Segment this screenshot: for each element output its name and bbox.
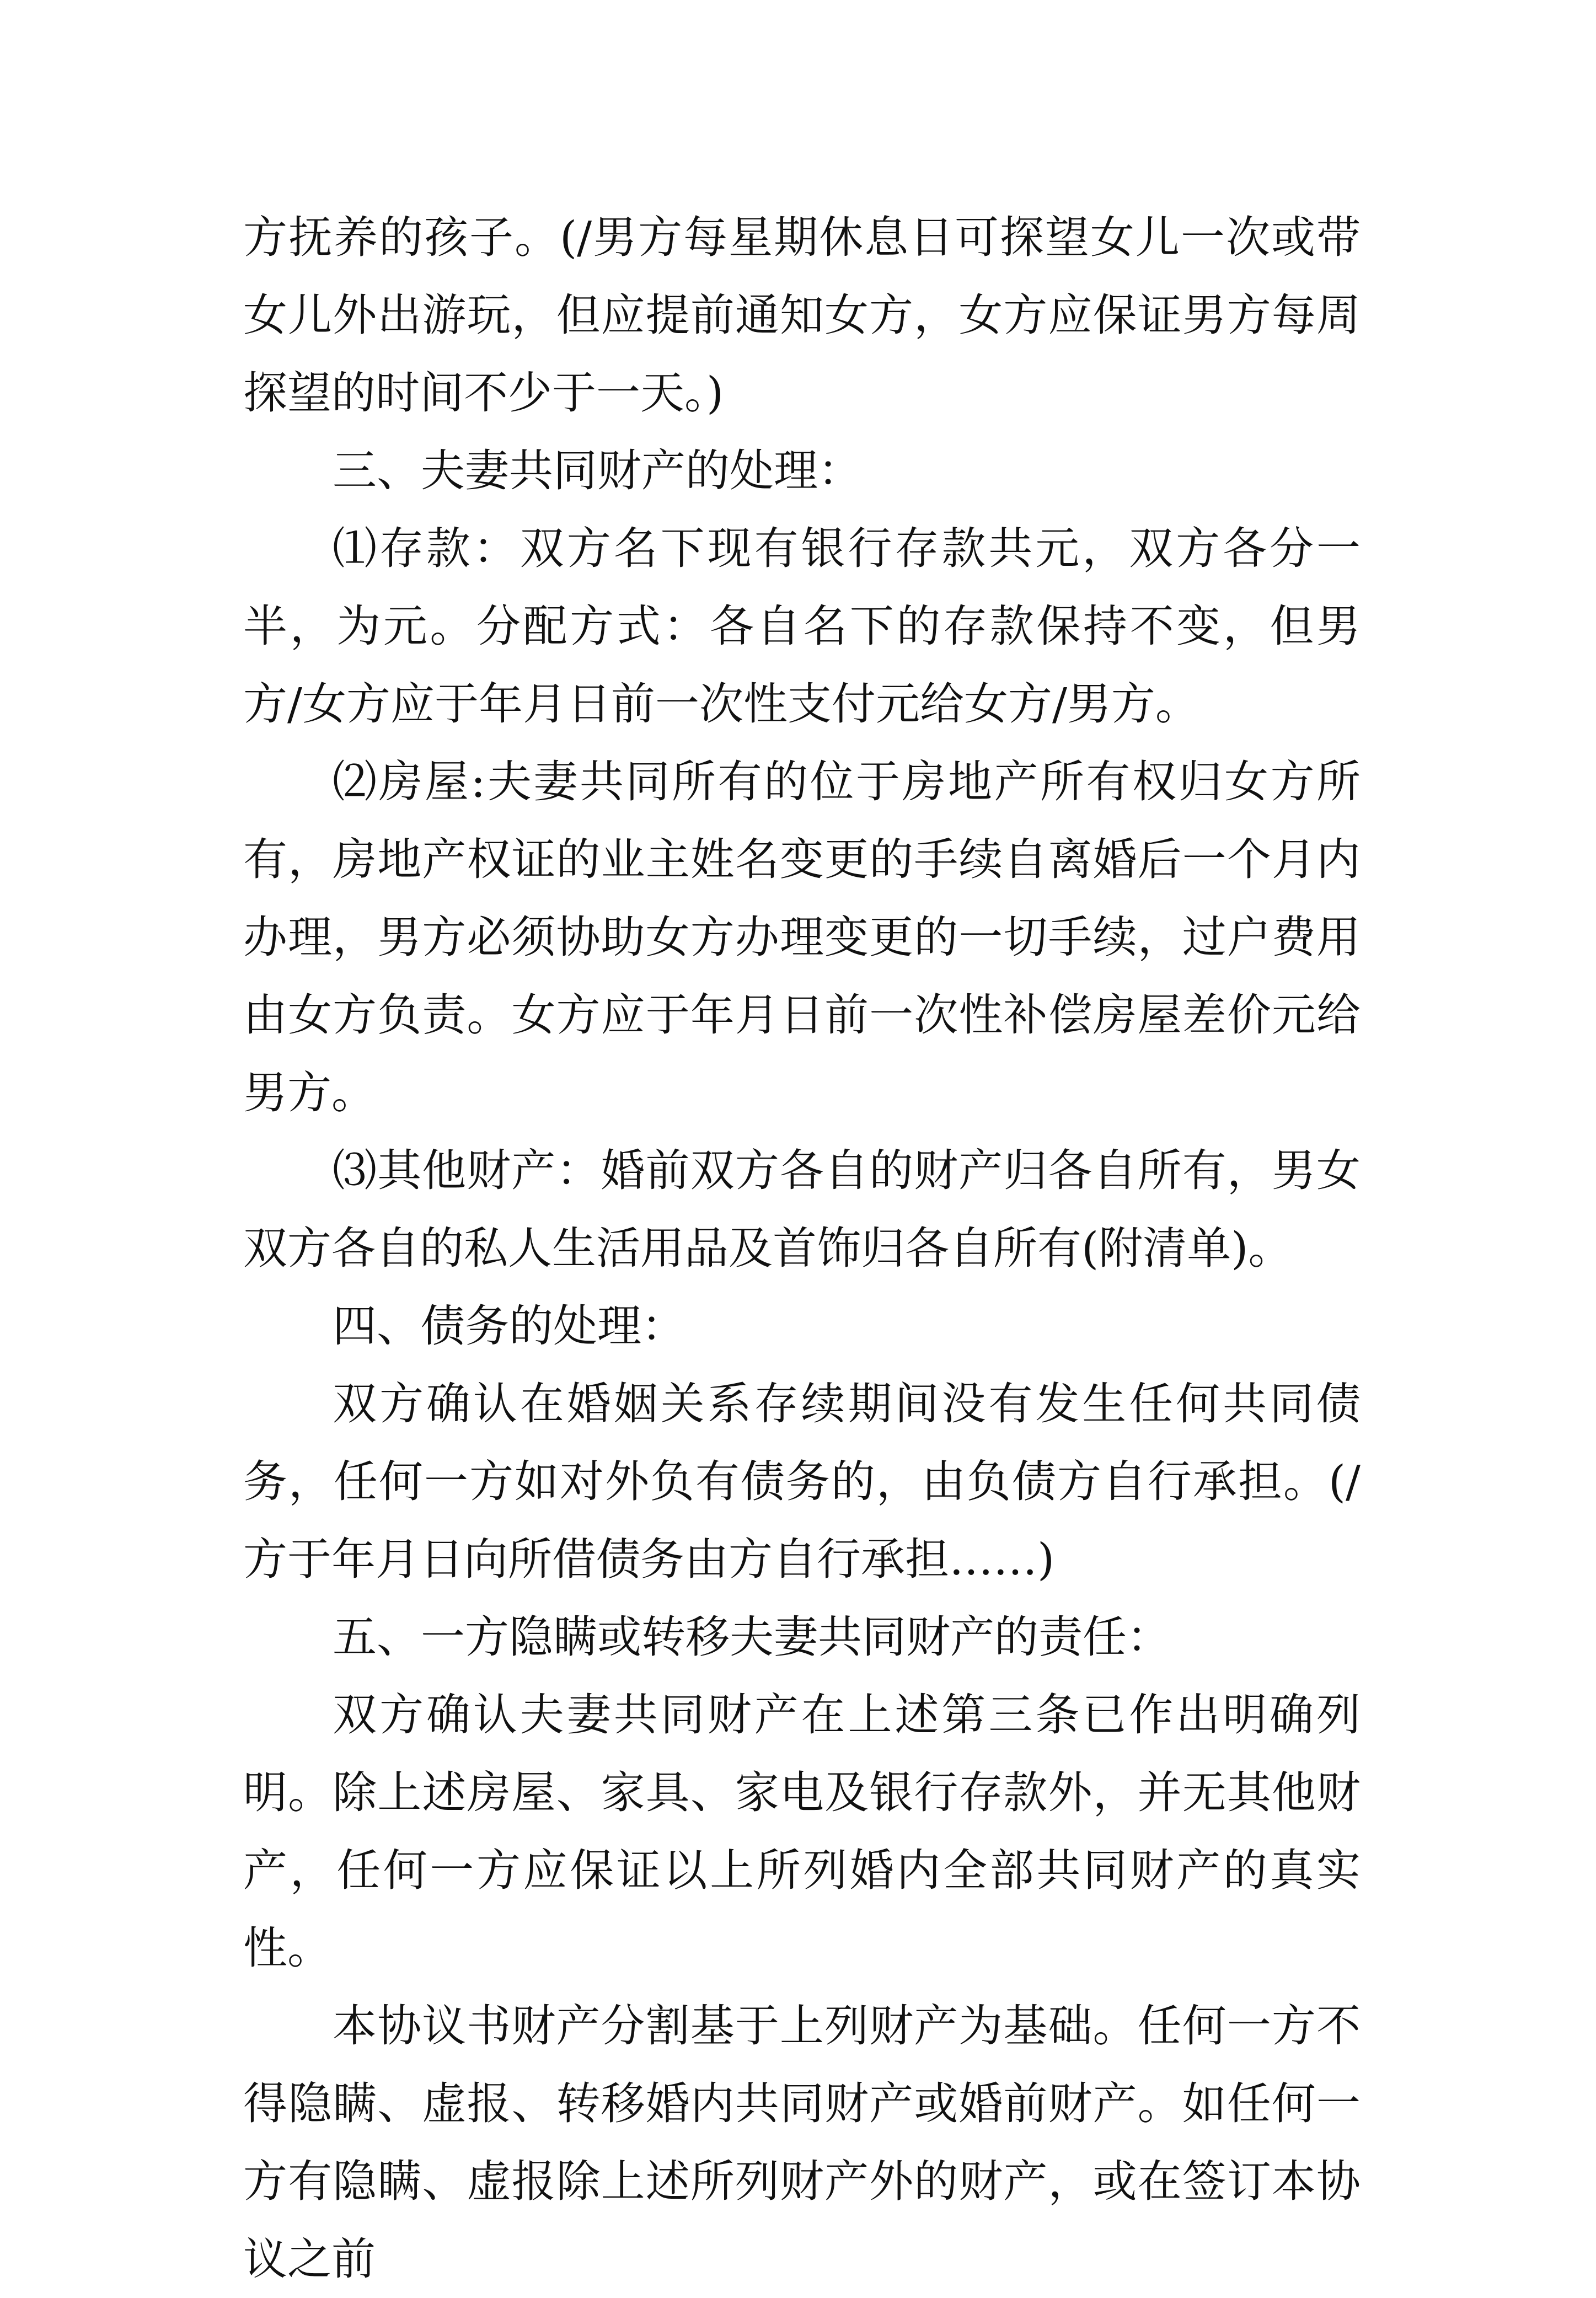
- document-body: [243, 199, 1361, 2298]
- paragraph-other-property: ⑶其他财产：婚前双方各自的财产归各自所有，男女双方各自的私人生活用品及首饰归各自所有(附清单)。: [243, 1145, 1361, 1274]
- heading-debts: 四、债务的处理：: [333, 1300, 685, 1352]
- heading-concealment-liability: 五、一方隐瞒或转移夫妻共同财产的责任：: [333, 1611, 1171, 1663]
- paragraph-property-confirmation: 双方确认夫妻共同财产在上述第三条已作出明确列明。除上述房屋、家具、家电及银行存款外，并无其他财产，任何一方应保证以上所列婚内全部共同财产的真实性。: [243, 1689, 1361, 1974]
- paragraph-division-basis: 本协议书财产分割基于上列财产为基础。任何一方不得隐瞒、虚报、转移婚内共同财产或婚前财产。如任何一方有隐瞒、虚报除上述所列财产外的财产，或在签订本协议之前: [243, 2000, 1361, 2285]
- paragraph-deposits: ⑴存款：双方名下现有银行存款共元，双方各分一半，为元。分配方式：各自名下的存款保持不变，但男方/女方应于年月日前一次性支付元给女方/男方。: [243, 523, 1361, 730]
- paragraph-custody-continuation: 方抚养的孩子。(/男方每星期休息日可探望女儿一次或带女儿外出游玩，但应提前通知女方，女方应保证男方每周探望的时间不少于一天。): [243, 212, 1361, 419]
- heading-joint-property: 三、夫妻共同财产的处理：: [333, 445, 862, 496]
- paragraph-housing: ⑵房屋:夫妻共同所有的位于房地产所有权归女方所有，房地产权证的业主姓名变更的手续自离婚后一个月内办理，男方必须协助女方办理变更的一切手续，过户费用由女方负责。女方应于年月日前一次性补偿房屋差价元给男方。: [243, 756, 1361, 1118]
- paragraph-debts: 双方确认在婚姻关系存续期间没有发生任何共同债务，任何一方如对外负有债务的，由负债方自行承担。(/方于年月日向所借债务由方自行承担……): [243, 1378, 1361, 1585]
